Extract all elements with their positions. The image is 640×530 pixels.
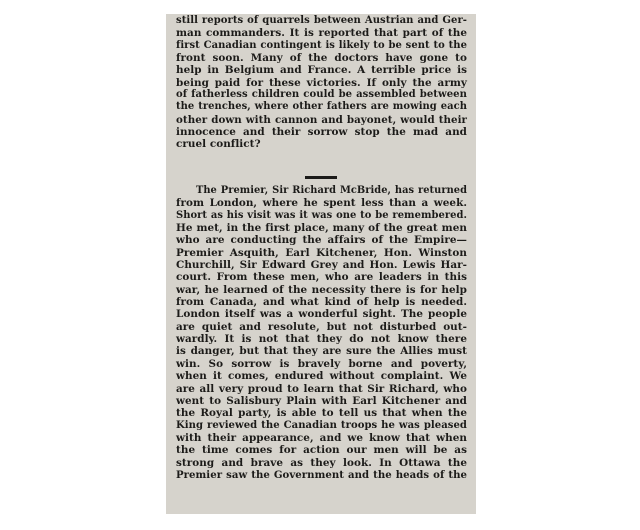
text-line: still reports of quarrels between Austrian and Ger-	[176, 15, 467, 26]
text-line: is danger, but that they are sure the Allies must	[176, 345, 467, 358]
text-line: the trenches, where other fathers are mowing each	[176, 101, 467, 113]
text-line: The Premier, Sir Richard McBride, has returned	[196, 185, 467, 196]
text-line: cruel conflict?	[176, 138, 261, 151]
text-line: the Royal party, is able to tell us that when the	[176, 407, 467, 420]
text-line: front soon. Many of the doctors have gone to	[176, 52, 467, 65]
text-line: are quiet and resolute, but not disturbed out-	[176, 320, 467, 333]
text-line: win. So sorrow is bravely borne and poverty,	[176, 357, 467, 370]
text-line: wardly. It is not that they do not know there	[176, 333, 467, 346]
text-line: strong and brave as they look. In Ottawa the	[176, 456, 467, 469]
text-line: Short as his visit was it was one to be remembered.	[176, 209, 467, 221]
text-line: court. From these men, who are leaders in this	[176, 271, 467, 284]
text-line: went to Salisbury Plain with Earl Kitchener and	[176, 394, 467, 407]
text-line: innocence and their sorrow stop the mad and	[176, 126, 467, 139]
section-separator-rule	[305, 176, 337, 179]
text-line: when it comes, endured without complaint. We	[176, 370, 467, 383]
text-line: first Canadian contingent is likely to be sent to the	[176, 39, 467, 51]
text-line: Premier saw the Government and the heads of the	[176, 468, 467, 481]
text-line: Churchill, Sir Edward Grey and Hon. Lewis Har-	[176, 259, 467, 272]
text-line: man commanders. It is reported that part of the	[176, 27, 467, 40]
text-line: He met, in the first place, many of the great men	[176, 222, 467, 235]
text-line: London itself was a wonderful sight. The people	[176, 308, 467, 321]
article-paragraph-1	[176, 15, 467, 151]
article-paragraph-2	[176, 185, 467, 481]
text-line: being paid for these victories. If only the army	[176, 76, 467, 89]
text-line: help in Belgium and France. A terrible price is	[176, 64, 467, 77]
text-line: Premier Asquith, Earl Kitchener, Hon. Winston	[176, 246, 467, 259]
text-line: the time comes for action our men will be as	[176, 444, 467, 457]
text-line: who are conducting the affairs of the Empire—	[176, 234, 467, 247]
text-line: are all very proud to learn that Sir Richard, who	[176, 382, 467, 395]
text-line: war, he learned of the necessity there is for help	[176, 283, 467, 296]
text-line: from London, where he spent less than a week.	[176, 197, 467, 210]
text-line: King reviewed the Canadian troops he was pleased	[176, 419, 467, 431]
text-line: other down with cannon and bayonet, would their	[176, 113, 467, 126]
newspaper-clipping	[166, 14, 476, 514]
text-line: with their appearance, and we know that when	[176, 431, 467, 444]
text-line: of fatherless children could be assembled between	[176, 89, 467, 101]
text-line: from Canada, and what kind of help is needed.	[176, 296, 467, 309]
